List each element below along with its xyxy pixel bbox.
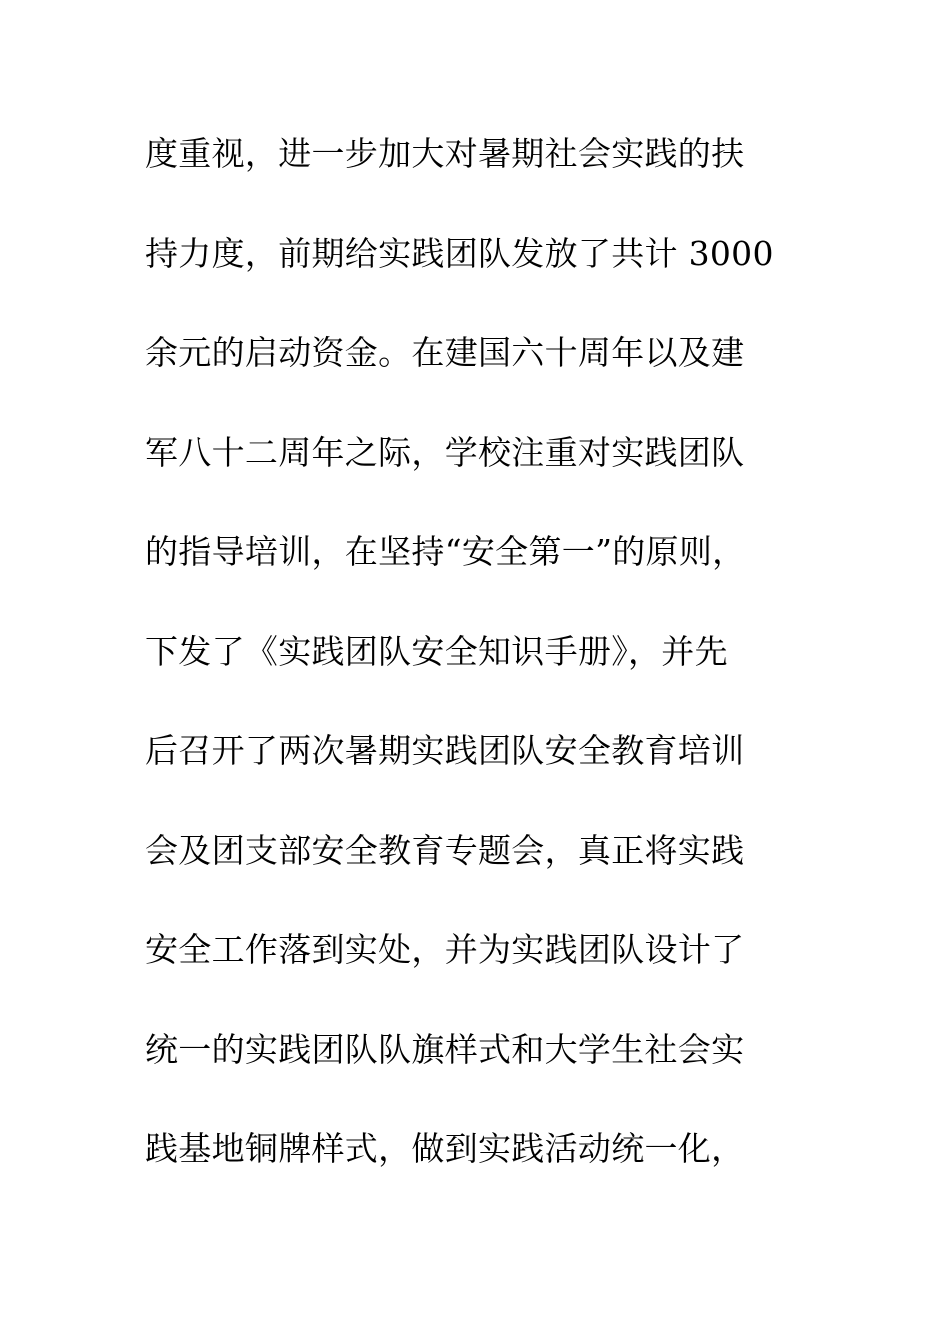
text-line-4: 军八十二周年之际，学校注重对实践团队 (145, 432, 745, 472)
body-text (145, 128, 845, 1223)
text-line-8: 会及团支部安全教育专题会，真正将实践 (145, 830, 745, 870)
text-line-10: 统一的实践团队队旗样式和大学生社会实 (145, 1029, 745, 1069)
text-line-7: 后召开了两次暑期实践团队安全教育培训 (145, 731, 745, 770)
text-line-1: 度重视，进一步加大对暑期社会实践的扶 (145, 134, 745, 173)
text-line-11: 践基地铜牌样式，做到实践活动统一化， (145, 1129, 745, 1168)
text-line-9: 安全工作落到实处，并为实践团队设计了 (145, 930, 745, 969)
text-line-3: 余元的启动资金。在建国六十周年以及建 (145, 333, 745, 372)
text-line-5: 的指导培训，在坚持“安全第一”的原则， (145, 532, 746, 571)
text-line-2: 持力度，前期给实践团队发放了共计 3000 (145, 233, 774, 273)
text-line-6: 下发了《实践团队安全知识手册》，并先 (145, 631, 728, 671)
